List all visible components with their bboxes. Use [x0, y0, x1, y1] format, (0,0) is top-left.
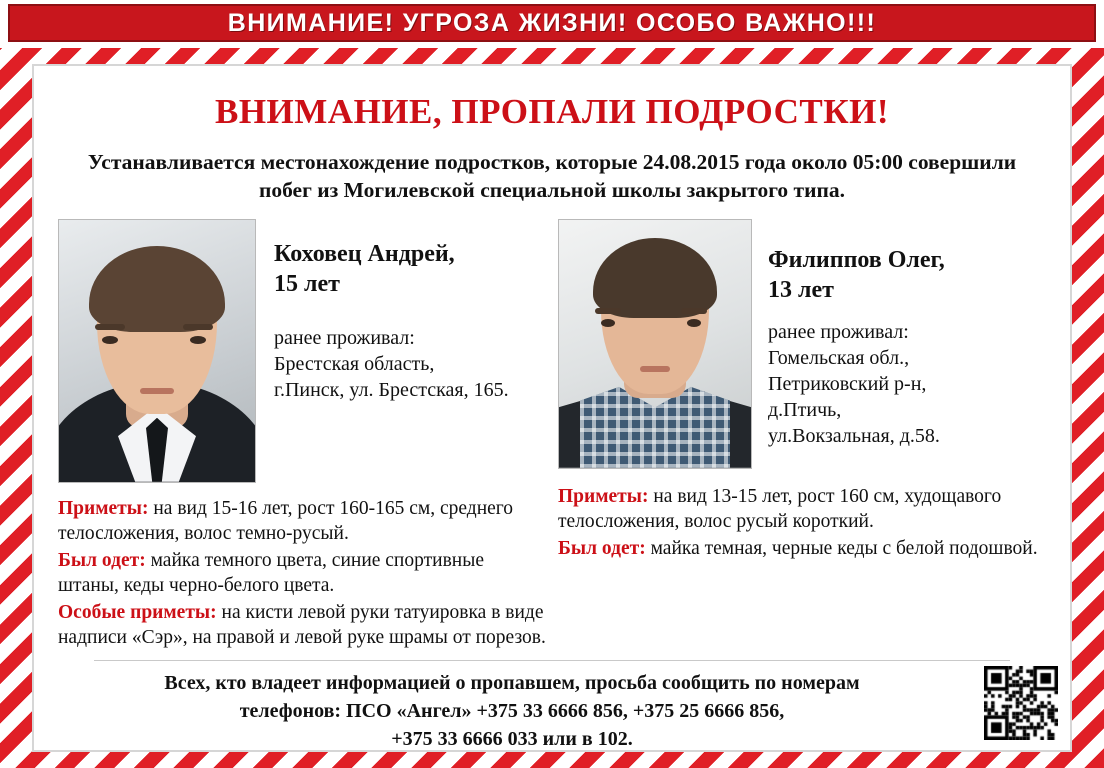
lead-paragraph: Устанавливается местонахождение подростков, которые 24.08.2015 года около 05:00 совершили побег из Могилевской специальной школы закрытого типа.	[87, 150, 1017, 203]
person-1-detail-1-label: Был одет:	[58, 549, 146, 571]
person-2-name: Филиппов Олег, 13 лет	[768, 246, 945, 303]
person-1-detail-0-label: Приметы:	[58, 497, 149, 519]
person-1-detail-0	[58, 497, 546, 547]
person-1-address: ранее проживал: Брестская область, г.Пинск, ул. Брестская, 165.	[274, 326, 509, 401]
person-2-photo	[558, 219, 752, 469]
contact-footer	[34, 669, 1070, 753]
person-2-detail-1-label: Был одет:	[558, 537, 646, 559]
person-1-texts	[256, 219, 509, 403]
person-1-detail-2-label: Особые приметы:	[58, 601, 217, 623]
alert-banner-body	[8, 4, 1096, 42]
person-1-details	[58, 497, 546, 651]
person-1-header	[58, 219, 546, 483]
person-1-detail-1-text: майка темного цвета, синие спортивные штаны, кеды черно-белого цвета.	[58, 549, 484, 596]
contact-line-2: телефонов: ПСО «Ангел» +375 33 6666 856, +375 25 6666 856,	[239, 700, 785, 723]
contact-line-3: +375 33 6666 033 или в 102.	[391, 728, 633, 751]
alert-banner	[0, 0, 1104, 48]
page-title: ВНИМАНИЕ, ПРОПАЛИ ПОДРОСТКИ!	[214, 92, 890, 131]
contact-line-1: Всех, кто владеет информацией о пропавшем, просьба сообщить по номерам	[164, 672, 860, 695]
hazard-stripe-frame	[0, 48, 1104, 768]
person-2-texts	[752, 219, 945, 449]
persons-section	[34, 219, 1070, 653]
footer-divider	[94, 660, 1010, 661]
person-2-detail-1	[558, 537, 1046, 562]
person-card-2	[552, 219, 1052, 653]
person-2-header	[558, 219, 1046, 469]
person-1-photo	[58, 219, 256, 483]
poster-body	[32, 64, 1072, 752]
person-2-detail-0-label: Приметы:	[558, 485, 649, 507]
person-1-name: Коховец Андрей, 15 лет	[274, 240, 455, 297]
person-2-detail-1-text: майка темная, черные кеды с белой подошвой.	[645, 537, 1038, 559]
person-1-detail-2-text: на кисти левой руки татуировка в виде надписи «Сэр», на правой и левой руке шрамы от порезов.	[58, 601, 546, 648]
person-2-detail-0	[558, 485, 1046, 535]
person-2-address: ранее проживал: Гомельская обл., Петриковский р-н, д.Птичь, ул.Вокзальная, д.58.	[768, 320, 940, 447]
alert-banner-text: ВНИМАНИЕ! УГРОЗА ЖИЗНИ! ОСОБО ВАЖНО!!!	[227, 8, 877, 37]
person-1-detail-2	[58, 601, 546, 651]
person-2-detail-0-text: на вид 13-15 лет, рост 160 см, худощавого телосложения, волос русый короткий.	[558, 485, 1002, 532]
person-2-details	[558, 485, 1046, 562]
person-1-detail-0-text: на вид 15-16 лет, рост 160-165 см, среднего телосложения, волос темно-русый.	[58, 497, 514, 544]
person-1-detail-1	[58, 549, 546, 599]
qr-code	[982, 664, 1060, 742]
person-card-1	[52, 219, 552, 653]
